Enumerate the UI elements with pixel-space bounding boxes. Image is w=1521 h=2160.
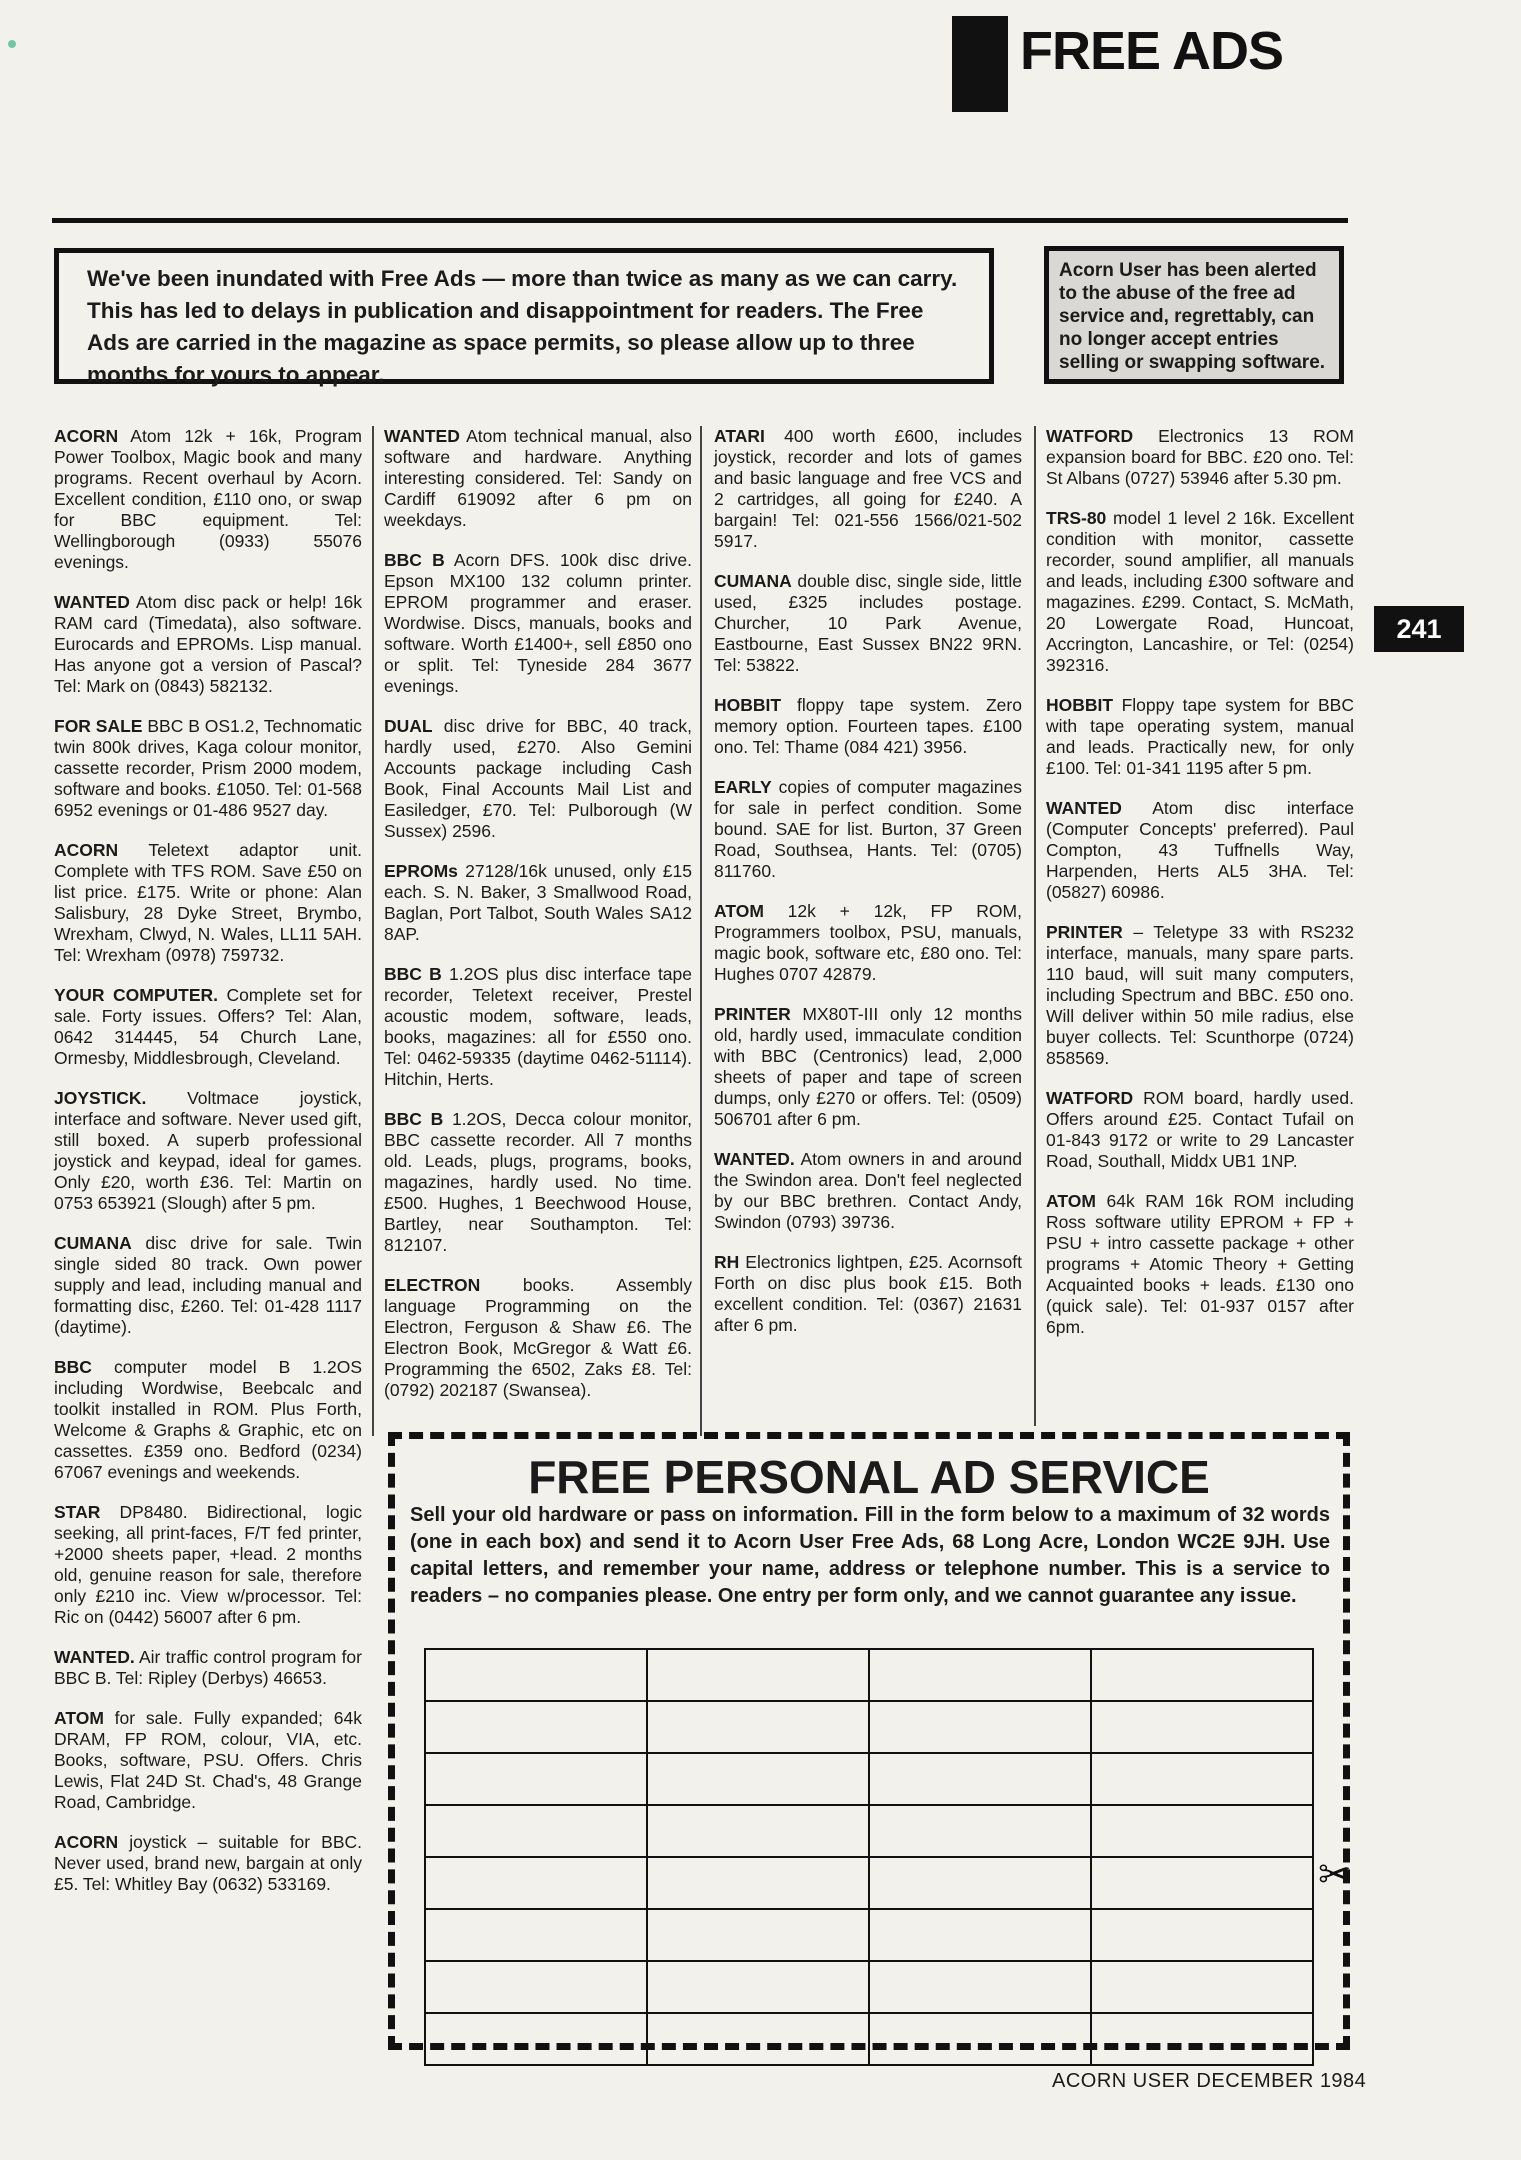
classified-ad [384,426,692,531]
classified-ad [714,1149,1022,1233]
ad-text: books. Assembly language Programming on the Electron, Ferguson & Shaw £6. The Electron Book, McGregor & Watt £6. Programming the 6502, Zaks £8. Tel: (0792) 202187 (Swansea). [384,1275,692,1400]
ad-heading: WATFORD [1046,426,1134,446]
ad-heading: CUMANA [714,571,792,591]
ad-heading: WATFORD [1046,1088,1134,1108]
ad-text: DP8480. Bidirectional, logic seeking, all print-faces, F/T fed printer, +2000 sheets paper, +lead. 2 months old, genuine reason for sale, therefore only £210 inc. View w/processor. Tel: Ric on (0442) 56007 after 6 pm. [54,1502,362,1627]
classified-ad [384,1275,692,1401]
word-entry-grid [424,1648,1314,2066]
ad-heading: WANTED [384,426,460,446]
ad-heading: ATARI [714,426,765,446]
word-box[interactable] [647,1961,869,2013]
ad-heading: ACORN [54,426,119,446]
classified-ad [384,550,692,697]
ad-text: 1.2OS plus disc interface tape recorder, Teletext receiver, Prestel acoustic modem, software, leads, books, magazines: all for £550 ono. Tel: 0462-59335 (daytime 0462-51114). Hitchin, Herts. [384,964,693,1089]
classified-ad [714,777,1022,882]
classified-ad [714,571,1022,676]
ad-text: joystick – suitable for BBC. Never used, brand new, bargain at only £5. Tel: Whitley Bay (0632) 533169. [54,1832,362,1894]
word-box[interactable] [869,1909,1091,1961]
ad-heading: WANTED [1046,798,1122,818]
classified-ad [54,985,362,1069]
ad-heading: ACORN [54,840,119,860]
coupon-title: FREE PERSONAL AD SERVICE [528,1451,1210,1503]
word-box[interactable] [869,1701,1091,1753]
ad-heading: WANTED. [54,1647,135,1667]
ad-heading: ACORN [54,1832,119,1852]
header-bar [952,16,1008,112]
ad-text: Complete set for sale. Forty issues. Offers? Tel: Alan, 0642 314445, 54 Church Lane, Ormesby, Middlesbrough, Cleveland. [54,985,362,1068]
ads-column-3 [714,426,1022,1355]
classified-ad [714,1252,1022,1336]
ad-text: BBC B OS1.2, Technomatic twin 800k drives, Kaga colour monitor, cassette recorder, Prism 2000 modem, software and books. £1050. Tel: 01-568 6952 evenings or 01-486 9527 day. [54,716,362,820]
classified-ad [384,1109,692,1256]
classified-ad [1046,1088,1354,1172]
word-box[interactable] [425,1753,647,1805]
ad-heading: STAR [54,1502,101,1522]
word-box[interactable] [425,1857,647,1909]
ad-text: MX80T-III only 12 months old, hardly used, immaculate condition with BBC (Centronics) lead, 2,000 sheets of paper and tape of screen dumps, only £270 or offers. Tel: (0509) 506701 after 6 pm. [714,1004,1022,1129]
classified-ad [54,1088,362,1214]
ad-text: 1.2OS, Decca colour monitor, BBC cassette recorder. All 7 months old. Leads, plugs, programs, books, magazines, hardly used. No time. £500. Hughes, 1 Beechwood House, Bartley, near Southampton. Tel: 812107. [384,1109,692,1255]
scissors-icon: ✂ [1318,1853,1352,1897]
classified-ad [714,426,1022,552]
classified-ad [54,1357,362,1483]
classified-ad [1046,922,1354,1069]
word-box[interactable] [1091,1753,1313,1805]
word-box[interactable] [647,1805,869,1857]
ad-heading: JOYSTICK. [54,1088,147,1108]
column-divider [372,426,374,1436]
ad-text: 27128/16k unused, only £15 each. S. N. Baker, 3 Smallwood Road, Baglan, Port Talbot, South Wales SA12 8AP. [384,861,692,944]
ad-text: 400 worth £600, includes joystick, recorder and lots of games and basic language and free VCS and 2 cartridges, all going for £240. A bargain! Tel: 021-556 1566/021-502 5917. [714,426,1022,551]
ad-text: 64k RAM 16k ROM including Ross software utility EPROM + FP + PSU + intro cassette package + other programs + Atomic Theory + Getting Acquainted books + leads. £130 ono (quick sale). Tel: 01-937 0157 after 6pm. [1046,1191,1354,1337]
word-box[interactable] [869,1649,1091,1701]
word-box[interactable] [869,1753,1091,1805]
ad-heading: WANTED [54,592,130,612]
ad-text: model 1 level 2 16k. Excellent condition with monitor, cassette recorder, sound amplifier, all manuals and leads, including £300 software and magazines. £299. Contact, S. McMath, 20 Lowergate Road, Huncoat, Accrington, Lancashire, or Tel: (0254) 392316. [1046,508,1354,675]
ad-text: 12k + 12k, FP ROM, Programmers toolbox, PSU, manuals, magic book, software etc, £80 ono. Tel: Hughes 0707 42879. [714,901,1022,984]
ad-text: copies of computer magazines for sale in perfect condition. Some bound. SAE for list. Burton, 37 Green Road, Southsea, Hants. Tel: (0705) 811760. [714,777,1022,881]
ad-heading: TRS-80 [1046,508,1107,528]
ad-heading: BBC B [384,964,442,984]
ad-heading: ATOM [54,1708,104,1728]
word-box[interactable] [647,1701,869,1753]
classified-ad [1046,508,1354,676]
word-box[interactable] [425,1701,647,1753]
notice-main: We've been inundated with Free Ads — more than twice as many as we can carry. This has led to delays in publication and disappointment for readers. The Free Ads are carried in the magazine as space permits, so please allow up to three months for yours to appear. [54,248,994,384]
ad-heading: EARLY [714,777,772,797]
ad-text: Atom 12k + 16k, Program Power Toolbox, Magic book and many programs. Recent overhaul by Acorn. Excellent condition, £110 ono, or swap for BBC equipment. Tel: Wellingborough (0933) 55076 evenings. [54,426,362,572]
ad-text: Acorn DFS. 100k disc drive. Epson MX100 132 column printer. EPROM programmer and eraser. Wordwise. Discs, manuals, books and software. Worth £1400+, sell £850 ono or split. Tel: Tyneside 284 3677 evenings. [384,550,692,696]
classified-ad [1046,695,1354,779]
ad-heading: ATOM [714,901,764,921]
page-number: 241 [1374,606,1464,652]
column-divider [1034,426,1036,1426]
ad-heading: PRINTER [714,1004,791,1024]
notice-side: Acorn User has been alerted to the abuse of the free ad service and, regrettably, can no longer accept entries selling or swapping software. [1044,246,1344,384]
classified-ad [714,695,1022,758]
word-box[interactable] [869,1961,1091,2013]
classified-ad [714,901,1022,985]
coupon-instructions: Sell your old hardware or pass on information. Fill in the form below to a maximum of 32 words (one in each box) and send it to Acorn User Free Ads, 68 Long Acre, London WC2E 9JH. Use capital letters, and remember your name, address or telephone number. This is a service to readers – no companies please. One entry per form only, and we cannot guarantee any issue. [410,1504,1330,1607]
word-box[interactable] [425,1909,647,1961]
ad-text: disc drive for BBC, 40 track, hardly used, £270. Also Gemini Accounts package including Cash Book, Final Accounts Mail List and Easiledger, £70. Tel: Pulborough (W Sussex) 2596. [384,716,692,841]
word-box[interactable] [1091,2013,1313,2065]
classified-ad [54,1832,362,1895]
binding-mark [8,40,16,48]
word-box[interactable] [869,2013,1091,2065]
ad-heading: EPROMs [384,861,458,881]
ad-heading: RH [714,1252,740,1272]
word-box[interactable] [869,1805,1091,1857]
ad-text: Atom disc interface (Computer Concepts' preferred). Paul Compton, 43 Tuffnells Way, Harpenden, Herts AL5 3HA. Tel: (05827) 60986. [1046,798,1354,902]
word-box[interactable] [1091,1857,1313,1909]
word-box[interactable] [647,1649,869,1701]
ads-column-2 [384,426,692,1420]
ad-text: for sale. Fully expanded; 64k DRAM, FP ROM, colour, VIA, etc. Books, software, PSU. Offers. Chris Lewis, Flat 24D St. Chad's, 48 Grange Road, Cambridge. [54,1708,362,1812]
ads-column-1 [54,426,362,1914]
ad-text: Atom owners in and around the Swindon area. Don't feel neglected by our BBC brethren. Contact Andy, Swindon (0793) 39736. [714,1149,1022,1232]
ad-text: ROM board, hardly used. Offers around £25. Contact Tufail on 01-843 9172 or write to 29 Lancaster Road, Southall, Middx UB1 1NP. [1046,1088,1354,1171]
classified-ad [1046,1191,1354,1338]
word-box[interactable] [1091,1805,1313,1857]
ad-text: computer model B 1.2OS including Wordwise, Beebcalc and toolkit installed in ROM. Plus Forth, Welcome & Graphs & Graphic, etc on cassettes. £359 ono. Bedford (0234) 67067 evenings and weekends. [54,1357,362,1482]
classified-ad [384,964,692,1090]
ad-text: Atom technical manual, also software and hardware. Anything interesting considered. Tel: Sandy on Cardiff 619092 after 6 pm on weekdays. [384,426,692,530]
word-box[interactable] [425,1805,647,1857]
ad-heading: BBC B [384,550,445,570]
ad-text: Voltmace joystick, interface and software. Never used gift, still boxed. A superb professional joystick and keypad, ideal for games. Only £20, worth £36. Tel: Martin on 0753 653921 (Slough) after 5 pm. [54,1088,362,1213]
word-box[interactable] [647,1753,869,1805]
classified-ad [54,840,362,966]
ad-text: disc drive for sale. Twin single sided 80 track. Own power supply and lead, including manual and formatting disc, £260. Tel: 01-428 1117 (daytime). [54,1233,362,1337]
ad-text: Electronics lightpen, £25. Acornsoft Forth on disc plus book £15. Both excellent condition. Tel: (0367) 21631 after 6 pm. [714,1252,1022,1335]
classified-ad [54,1708,362,1813]
ad-heading: HOBBIT [1046,695,1114,715]
ad-text: Atom disc pack or help! 16k RAM card (Timedata), also software. Eurocards and EPROMs. Lisp manual. Has anyone got a version of Pascal? Tel: Mark on (0843) 582132. [54,592,362,696]
ad-heading: HOBBIT [714,695,782,715]
classified-ad [54,1502,362,1628]
ad-heading: FOR SALE [54,716,143,736]
word-box[interactable] [1091,1961,1313,2013]
ad-text: floppy tape system. Zero memory option. Fourteen tapes. £100 ono. Tel: Thame (084 421) 3956. [714,695,1022,757]
word-box[interactable] [869,1857,1091,1909]
page-title: FREE ADS [1020,21,1284,81]
classified-ad [54,1233,362,1338]
ad-text: Teletext adaptor unit. Complete with TFS ROM. Save £50 on list price. £175. Write or phone: Alan Salisbury, 28 Dyke Street, Brymbo, Wrexham, Clwyd, N. Wales, LL11 5AH. Tel: Wrexham (0978) 759732. [54,840,363,965]
ad-text: Electronics 13 ROM expansion board for BBC. £20 ono. Tel: St Albans (0727) 53946 after 5.30 pm. [1046,426,1354,488]
classified-ad [714,1004,1022,1130]
ad-text: Floppy tape system for BBC with tape operating system, manual and leads. Practically new, for only £100. Tel: 01-341 1195 after 5 pm. [1046,695,1354,778]
ad-heading: BBC [54,1357,92,1377]
ad-text: – Teletype 33 with RS232 interface, manuals, many spare parts. 110 baud, will suit many computers, including Spectrum and BBC. £50 ono. Will deliver within 50 mile radius, else buyer collects. Tel: Scunthorpe (0724) 858569. [1046,922,1354,1068]
ads-column-4 [1046,426,1354,1357]
word-box[interactable] [425,2013,647,2065]
column-divider [700,426,702,1436]
classified-ad [1046,798,1354,903]
header-rule [52,218,1348,223]
word-box[interactable] [647,1857,869,1909]
ad-heading: ATOM [1046,1191,1096,1211]
word-box[interactable] [1091,1909,1313,1961]
classified-ad [384,861,692,945]
ad-heading: WANTED. [714,1149,795,1169]
classified-ad [54,716,362,821]
classified-ad [54,592,362,697]
word-box[interactable] [647,2013,869,2065]
word-box[interactable] [425,1961,647,2013]
ad-heading: ELECTRON [384,1275,481,1295]
classified-ad [54,1647,362,1689]
word-box[interactable] [1091,1701,1313,1753]
footer-issue: ACORN USER DECEMBER 1984 [1052,2070,1367,2092]
ad-heading: CUMANA [54,1233,132,1253]
classified-ad [1046,426,1354,489]
word-box[interactable] [1091,1649,1313,1701]
classified-ad [384,716,692,842]
classified-ad [54,426,362,573]
word-box[interactable] [425,1649,647,1701]
ad-heading: BBC B [384,1109,444,1129]
ad-text: Air traffic control program for BBC B. Tel: Ripley (Derbys) 46653. [54,1647,362,1688]
word-box[interactable] [647,1909,869,1961]
ad-heading: PRINTER [1046,922,1123,942]
ad-text: double disc, single side, little used, £325 includes postage. Churcher, 10 Park Avenue, Eastbourne, East Sussex BN22 9RN. Tel: 53822. [714,571,1022,675]
ad-heading: DUAL [384,716,433,736]
ad-heading: YOUR COMPUTER. [54,985,218,1005]
